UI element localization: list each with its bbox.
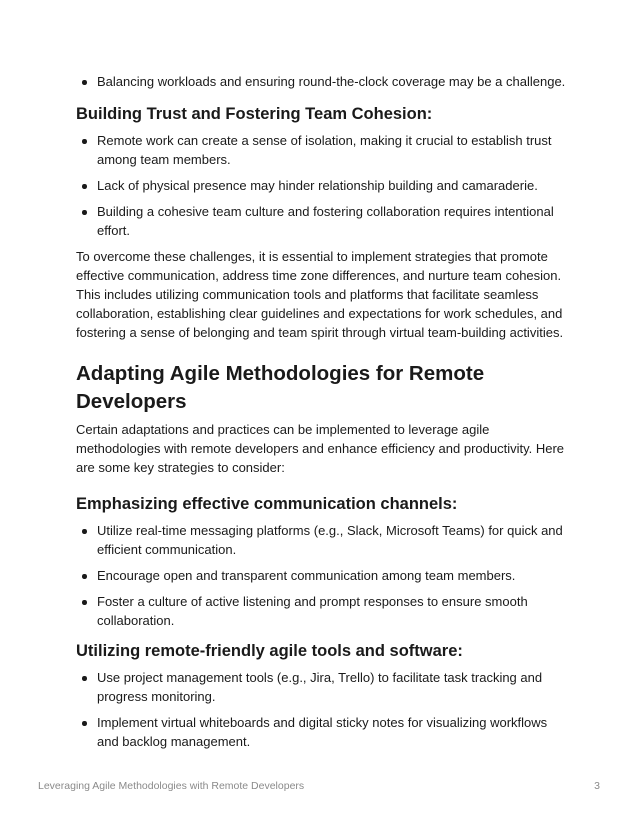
list-item: Use project management tools (e.g., Jira, Trello) to facilitate task tracking and progress monitoring.	[76, 668, 566, 706]
bullet-list-top	[76, 72, 566, 91]
section-heading-trust: Building Trust and Fostering Team Cohesion:	[76, 105, 433, 123]
list-item: Foster a culture of active listening and prompt responses to ensure smooth collaboration.	[76, 592, 566, 630]
document-body	[76, 72, 566, 758]
bullet-list-tools	[76, 668, 566, 751]
section-heading-communication: Emphasizing effective communication channels:	[76, 495, 458, 513]
page-footer	[38, 780, 600, 792]
list-item: Utilize real-time messaging platforms (e.g., Slack, Microsoft Teams) for quick and efficient communication.	[76, 521, 566, 559]
footer-page-number: 3	[594, 780, 600, 792]
section-title-adapting: Adapting Agile Methodologies for Remote Developers	[76, 362, 485, 413]
bullet-list-communication	[76, 521, 566, 630]
list-item: Building a cohesive team culture and fostering collaboration requires intentional effort.	[76, 202, 566, 240]
list-item: Lack of physical presence may hinder relationship building and camaraderie.	[76, 176, 566, 195]
list-item: Balancing workloads and ensuring round-the-clock coverage may be a challenge.	[76, 72, 566, 91]
paragraph-adaptations: Certain adaptations and practices can be implemented to leverage agile methodologies with remote developers and enhance efficiency and productivity. Here are some key strategies to consider:	[76, 422, 565, 475]
footer-document-title: Leveraging Agile Methodologies with Remote Developers	[38, 780, 305, 792]
list-item: Remote work can create a sense of isolation, making it crucial to establish trust among team members.	[76, 131, 566, 169]
bullet-list-trust	[76, 131, 566, 240]
list-item: Implement virtual whiteboards and digital sticky notes for visualizing workflows and backlog management.	[76, 713, 566, 751]
list-item: Encourage open and transparent communication among team members.	[76, 566, 566, 585]
paragraph-overcome: To overcome these challenges, it is essential to implement strategies that promote effective communication, address time zone differences, and nurture team cohesion. This includes utilizing communication tools and platforms that facilitate seamless collaboration, establishing clear guidelines and expectations for work schedules, and fostering a sense of belonging and team spirit through virtual team-building activities.	[76, 249, 564, 340]
section-heading-tools: Utilizing remote-friendly agile tools and software:	[76, 642, 463, 660]
